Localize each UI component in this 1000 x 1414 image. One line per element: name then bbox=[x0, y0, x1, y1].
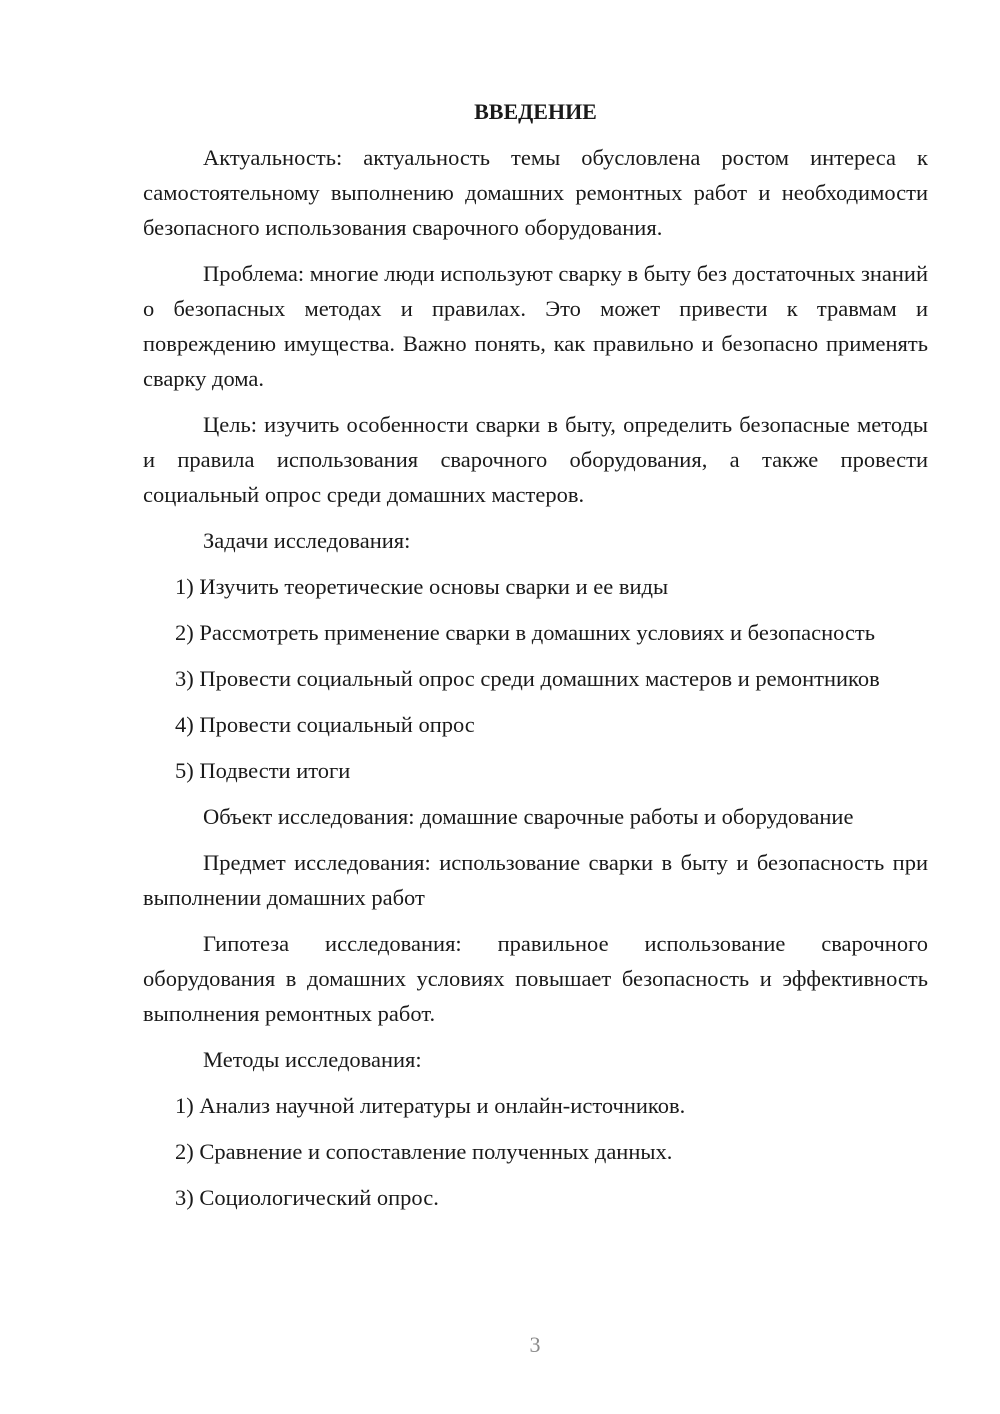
page-title: ВВЕДЕНИЕ bbox=[474, 99, 597, 124]
methods-heading: Методы исследования: bbox=[203, 1047, 422, 1072]
list-item: 4) Провести социальный опрос bbox=[175, 712, 475, 737]
paragraph-hypothesis: Гипотеза исследования: правильное использование сварочного оборудования в домашних условиях повышает безопасность и эффективность выполнения ремонтных работ. bbox=[143, 931, 928, 1026]
list-item: 1) Анализ научной литературы и онлайн-источников. bbox=[175, 1093, 686, 1118]
paragraph-relevance: Актуальность: актуальность темы обусловлена ростом интереса к самостоятельному выполнению домашних ремонтных работ и необходимости безопасного использования сварочного оборудования. bbox=[143, 145, 928, 240]
paragraph-subject: Предмет исследования: использование сварки в быту и безопасность при выполнении домашних работ bbox=[143, 850, 928, 910]
paragraph-goal: Цель: изучить особенности сварки в быту, определить безопасные методы и правила использования сварочного оборудования, а также провести социальный опрос среди домашних мастеров. bbox=[143, 412, 928, 507]
methods-list bbox=[143, 1088, 928, 1215]
tasks-heading: Задачи исследования: bbox=[203, 528, 411, 553]
list-item: 3) Социологический опрос. bbox=[175, 1185, 439, 1210]
paragraph-problem: Проблема: многие люди используют сварку в быту без достаточных знаний о безопасных методах и правилах. Это может привести к травмам и повреждению имущества. Важно понять, как правильно и безопасно применять сварку дома. bbox=[143, 261, 928, 391]
list-item: 1) Изучить теоретические основы сварки и ее виды bbox=[175, 574, 669, 599]
list-item: 5) Подвести итоги bbox=[175, 758, 351, 783]
list-item: 3) Провести социальный опрос среди домашних мастеров и ремонтников bbox=[175, 666, 880, 691]
page-content bbox=[143, 94, 928, 1226]
list-item: 2) Сравнение и сопоставление полученных данных. bbox=[175, 1139, 673, 1164]
list-item: 2) Рассмотреть применение сварки в домашних условиях и безопасность bbox=[175, 620, 876, 645]
page-number: 3 bbox=[529, 1332, 541, 1357]
tasks-list bbox=[143, 569, 928, 788]
paragraph-object: Объект исследования: домашние сварочные работы и оборудование bbox=[203, 804, 854, 829]
